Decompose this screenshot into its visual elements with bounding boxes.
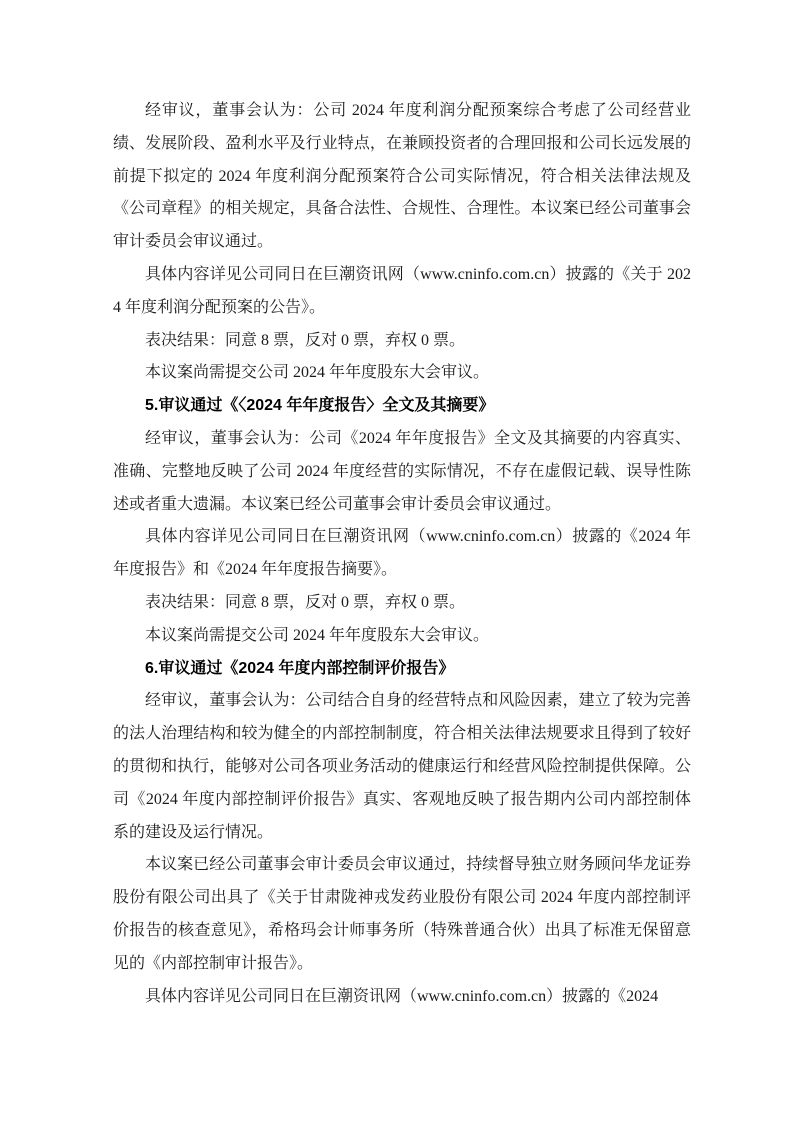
para-item5-vote-result: 表决结果：同意 8 票，反对 0 票，弃权 0 票。 xyxy=(145,593,466,611)
para-item6-disclosure-truncated: 具体内容详见公司同日在巨潮资讯网（www.cninfo.com.cn）披露的《2024 xyxy=(145,987,659,1005)
heading-item5-annual-report: 5.审议通过《〈2024 年年度报告〉全文及其摘要》 xyxy=(145,397,495,415)
para-item6-audit-review: 本议案已经公司董事会审计委员会审议通过，持续督导独立财务顾问华龙证券股份有限公司出具了《关于甘肃陇神戎发药业股份有限公司 2024 年度内部控制评价报告的核查意见》，希格玛会计师事务所（特殊普通合伙）出具了标准无保留意见的《内部控制审计报告》。 xyxy=(113,856,691,972)
para-item6-board-opinion: 经审议，董事会认为：公司结合自身的经营特点和风险因素，建立了较为完善的法人治理结构和较为健全的内部控制制度，符合相关法律法规要求且得到了较好的贯彻和执行，能够对公司各项业务活动的健康运行和经营风险控制提供保障。公司《2024 年度内部控制评价报告》真实、客观地反映了报告期内公司内部控制体系的建设及运行情况。 xyxy=(113,692,691,841)
para-item4-board-opinion: 经审议，董事会认为：公司 2024 年度利润分配预案综合考虑了公司经营业绩、发展阶段、盈利水平及行业特点，在兼顾投资者的合理回报和公司长远发展的前提下拟定的 2024 年度利润分配预案符合公司实际情况，符合相关法律法规及《公司章程》的相关规定，具备合法性、合规性、合理性。本议案已经公司董事会审计委员会审议通过。 xyxy=(113,102,691,251)
para-item4-disclosure: 具体内容详见公司同日在巨潮资讯网（www.cninfo.com.cn）披露的《关于 2024 年度利润分配预案的公告》。 xyxy=(113,265,691,316)
para-item4-vote-result: 表决结果：同意 8 票，反对 0 票，弃权 0 票。 xyxy=(145,331,466,349)
para-item4-submit-agm: 本议案尚需提交公司 2024 年年度股东大会审议。 xyxy=(145,364,490,382)
para-item5-submit-agm: 本议案尚需提交公司 2024 年年度股东大会审议。 xyxy=(145,626,490,644)
para-item5-board-opinion: 经审议，董事会认为：公司《2024 年年度报告》全文及其摘要的内容真实、准确、完整地反映了公司 2024 年度经营的实际情况，不存在虚假记载、误导性陈述或者重大遗漏。本议案已经公司董事会审计委员会审议通过。 xyxy=(113,429,691,513)
heading-item6-internal-control: 6.审议通过《2024 年度内部控制评价报告》 xyxy=(145,659,455,677)
para-item5-disclosure: 具体内容详见公司同日在巨潮资讯网（www.cninfo.com.cn）披露的《2024 年年度报告》和《2024 年年度报告摘要》。 xyxy=(113,528,691,579)
